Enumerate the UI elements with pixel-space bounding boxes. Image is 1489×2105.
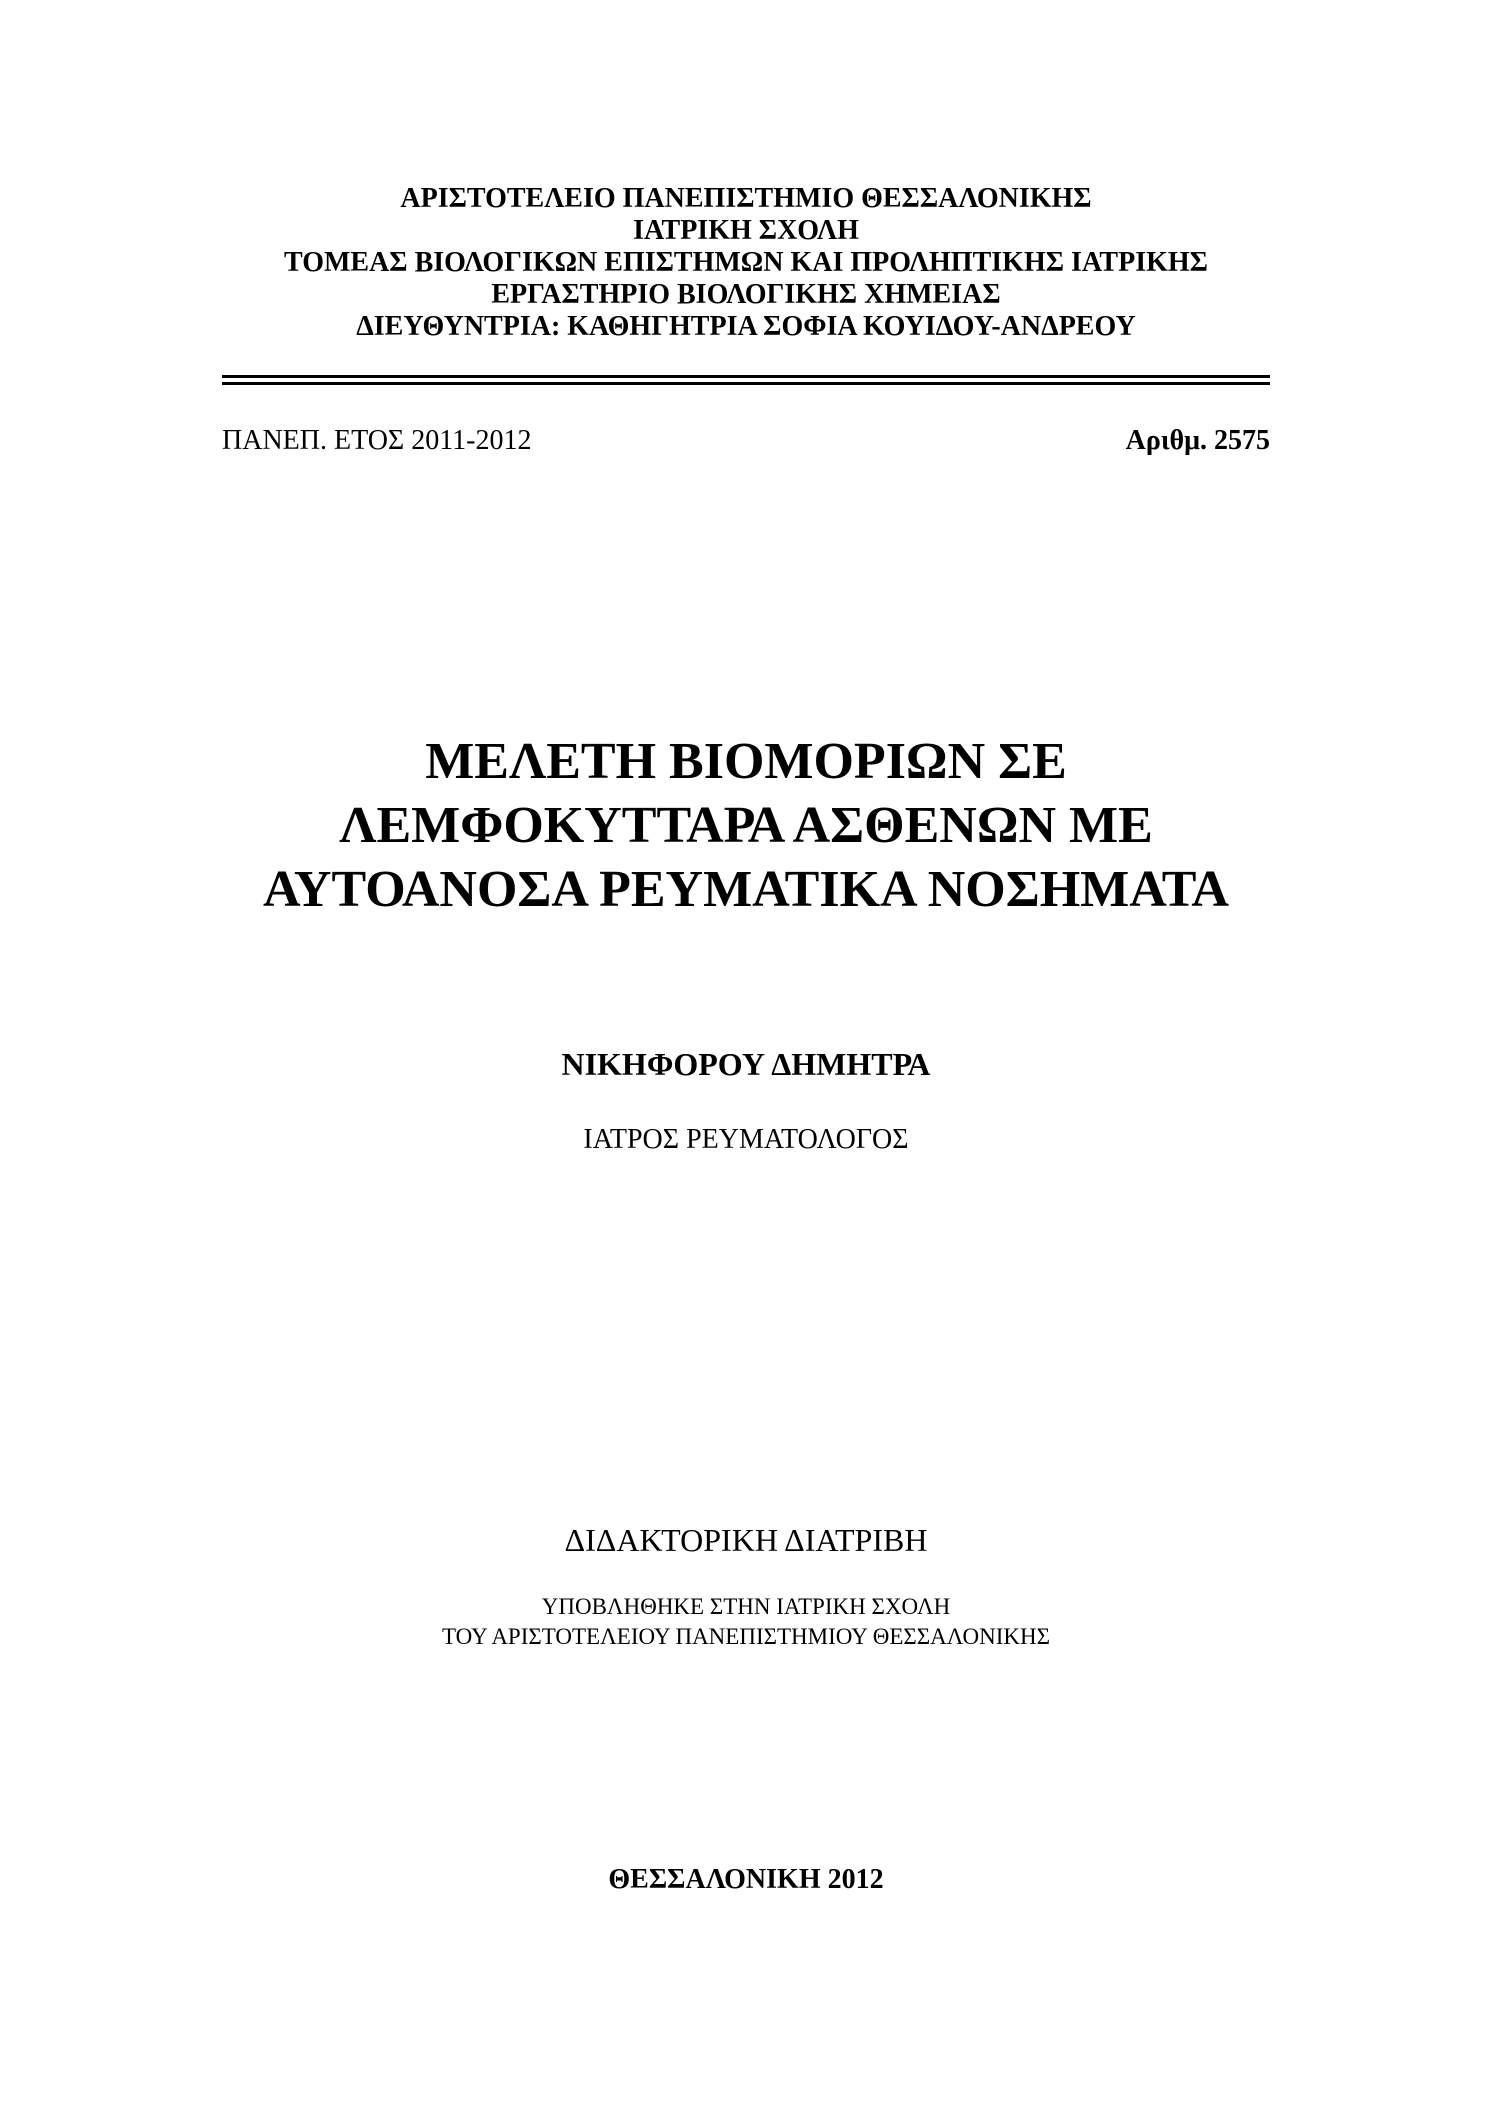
place-and-year: ΘΕΣΣΑΛΟΝΙΚΗ 2012	[608, 1864, 884, 1895]
thesis-title-line-2: ΛΕΜΦΟΚΥΤΤΑΡΑ ΑΣΘΕΝΩΝ ΜΕ	[339, 797, 1153, 854]
submission-line-2: ΤΟΥ ΑΡΙΣΤΟΤΕΛΕΙΟΥ ΠΑΝΕΠΙΣΤΗΜΙΟΥ ΘΕΣΣΑΛΟΝΙΚΗΣ	[441, 1624, 1051, 1649]
institution-header	[222, 183, 1270, 343]
academic-year: ΠΑΝΕΠ. ΕΤΟΣ 2011-2012	[222, 425, 532, 456]
laboratory-name: ΕΡΓΑΣΤΗΡΙΟ ΒΙΟΛΟΓΙΚΗΣ ΧΗΜΕΙΑΣ	[491, 279, 1001, 310]
meta-row	[222, 425, 1270, 461]
department-name: ΤΟΜΕΑΣ ΒΙΟΛΟΓΙΚΩΝ ΕΠΙΣΤΗΜΩΝ ΚΑΙ ΠΡΟΛΗΠΤΙΚΗΣ ΙΑΤΡΙΚΗΣ	[284, 247, 1208, 278]
header-divider-bottom	[222, 382, 1270, 385]
header-divider-top	[222, 375, 1270, 378]
thesis-title-line-3: ΑΥΤΟΑΝΟΣΑ ΡΕΥΜΑΤΙΚΑ ΝΟΣΗΜΑΤΑ	[263, 861, 1229, 918]
university-name: ΑΡΙΣΤΟΤΕΛΕΙΟ ΠΑΝΕΠΙΣΤΗΜΙΟ ΘΕΣΣΑΛΟΝΙΚΗΣ	[400, 183, 1092, 214]
school-name: ΙΑΤΡΙΚΗ ΣΧΟΛΗ	[633, 215, 859, 246]
thesis-title	[222, 730, 1270, 922]
submission-statement	[222, 1592, 1270, 1652]
document-number: Αριθμ. 2575	[1125, 425, 1270, 456]
director-name: ΔΙΕΥΘΥΝΤΡΙΑ: ΚΑΘΗΓΗΤΡΙΑ ΣΟΦΙΑ ΚΟΥΙΔΟΥ-ΑΝΔΡΕΟΥ	[356, 311, 1136, 342]
document-type: ΔΙΔΑΚΤΟΡΙΚΗ ΔΙΑΤΡΙΒΗ	[564, 1522, 928, 1558]
submission-line-1: ΥΠΟΒΛΗΘΗΚΕ ΣΤΗΝ ΙΑΤΡΙΚΗ ΣΧΟΛΗ	[541, 1594, 951, 1619]
author-profession: ΙΑΤΡΟΣ ΡΕΥΜΑΤΟΛΟΓΟΣ	[583, 1124, 909, 1155]
thesis-title-line-1: ΜΕΛΕΤΗ ΒΙΟΜΟΡΙΩΝ ΣΕ	[425, 733, 1067, 790]
author-name: ΝΙΚΗΦΟΡΟΥ ΔΗΜΗΤΡΑ	[561, 1046, 931, 1082]
